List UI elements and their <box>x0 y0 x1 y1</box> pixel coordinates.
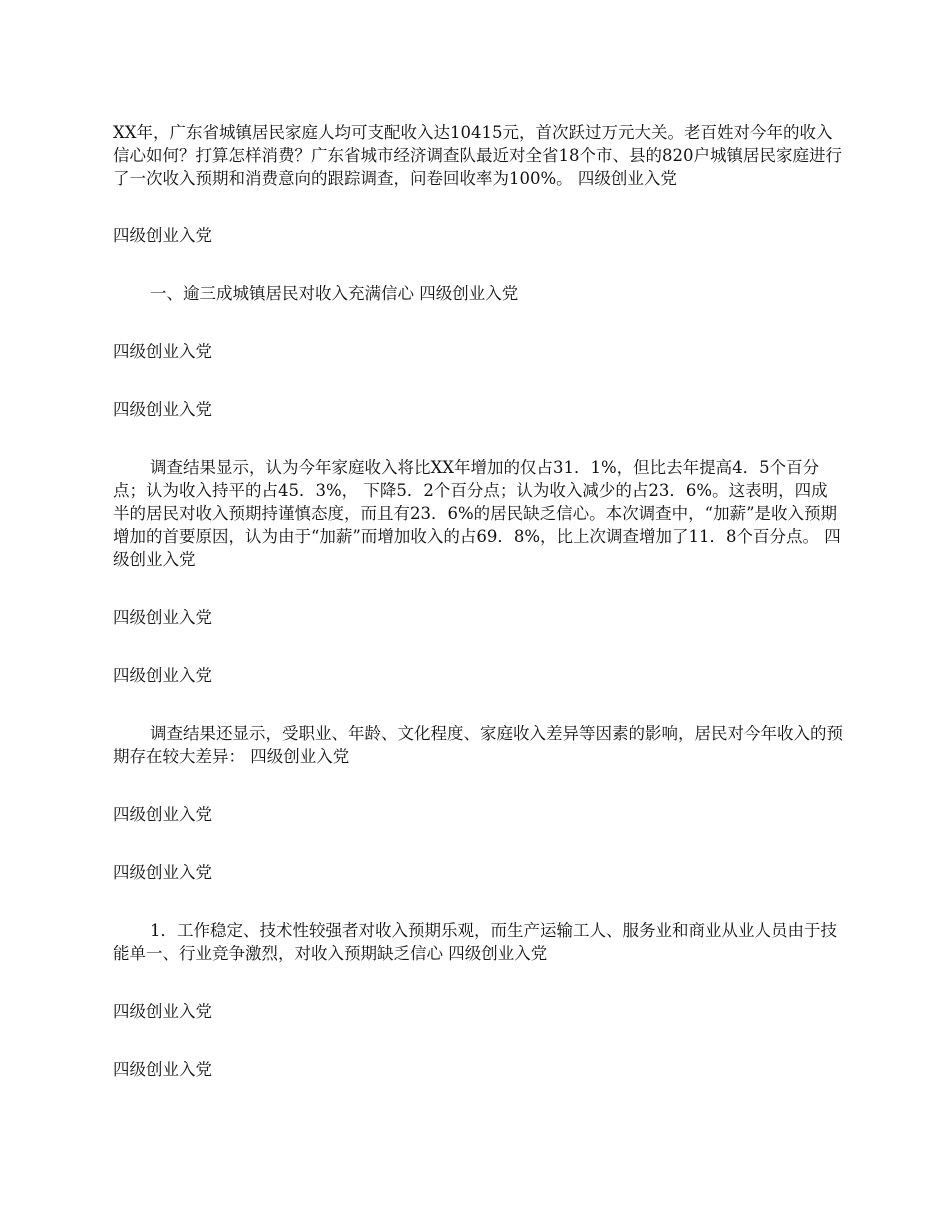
paragraph-intro: XX年，广东省城镇居民家庭人均可支配收入达10415元，首次跃过万元大关。老百姓对今年的收入信心如何？打算怎样消费？广东省城市经济调查队最近对全省18个市、县的820户城镇居民家庭进行了一次收入预期和消费意向的跟踪调查，问卷回收率为100%。 四级创业入党 <box>113 123 842 188</box>
paragraph-survey-differences: 调查结果还显示，受职业、年龄、文化程度、家庭收入差异等因素的影响，居民对今年收入的预期存在较大差异： 四级创业入党 <box>113 724 843 766</box>
paragraph-tag: 四级创业入党 <box>113 805 212 824</box>
paragraph-tag: 四级创业入党 <box>113 1002 212 1021</box>
section-heading: 一、逾三成城镇居民对收入充满信心 四级创业入党 <box>150 284 519 303</box>
paragraph-tag: 四级创业入党 <box>113 608 212 627</box>
paragraph-tag: 四级创业入党 <box>113 863 212 882</box>
paragraph-tag: 四级创业入党 <box>113 400 212 419</box>
list-item-1: 1．工作稳定、技术性较强者对收入预期乐观，而生产运输工人、服务业和商业从业人员由于技能单一、行业竞争激烈，对收入预期缺乏信心 四级创业入党 <box>113 921 837 963</box>
paragraph-tag: 四级创业入党 <box>113 666 212 685</box>
document-body <box>113 121 843 1081</box>
paragraph-tag: 四级创业入党 <box>113 1060 212 1079</box>
paragraph-survey-results: 调查结果显示，认为今年家庭收入将比XX年增加的仅占31．1%，但比去年提高4．5个百分点；认为收入持平的占45．3%， 下降5．2个百分点；认为收入减少的占23．6%。这表明，四成半的居民对收入预期持谨慎态度，而且有23．6%的居民缺乏信心。本次调查中，“加薪”是收入预期增加的首要原因，认为由于“加薪”而增加收入的占69．8%，比上次调查增加了11．8个百分点。 四级创业入党 <box>113 458 841 569</box>
paragraph-tag: 四级创业入党 <box>113 226 212 245</box>
paragraph-tag: 四级创业入党 <box>113 342 212 361</box>
